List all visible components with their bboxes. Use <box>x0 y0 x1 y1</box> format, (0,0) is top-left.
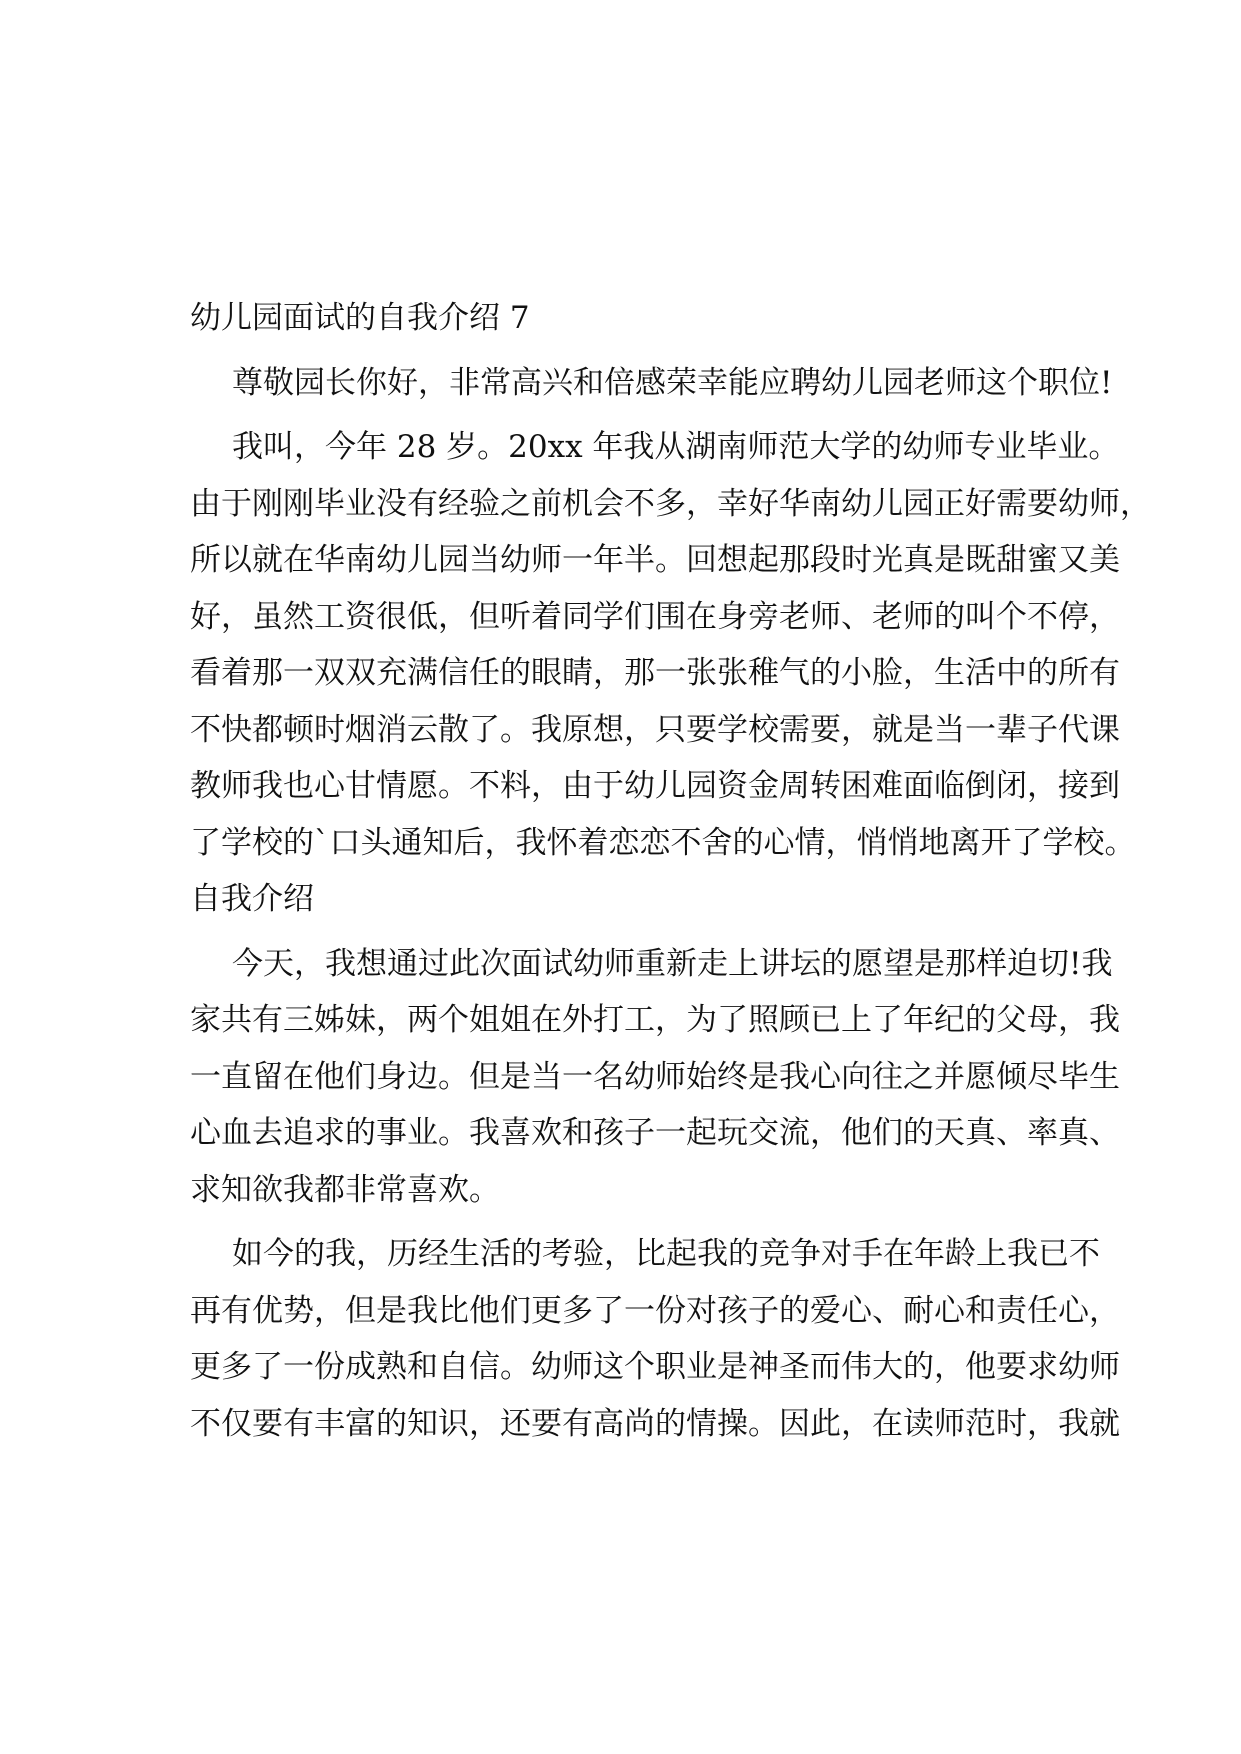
text-line: 尊敬园长你好，非常高兴和倍感荣幸能应聘幼儿园老师这个职位! <box>232 364 1113 401</box>
paragraph-4 <box>190 1226 1120 1452</box>
text-line: 今天，我想通过此次面试幼师重新走上讲坛的愿望是那样迫切!我 <box>232 945 1113 982</box>
text-line: 不仅要有丰富的知识，还要有高尚的情操。因此，在读师范时，我就 <box>190 1405 1120 1442</box>
text-line: 家共有三姊妹，两个姐姐在外打工，为了照顾已上了年纪的父母，我 <box>190 1002 1120 1038</box>
text-line: 所以就在华南幼儿园当幼师一年半。回想起那段时光真是既甜蜜又美 <box>190 542 1120 578</box>
text-line: 一直留在他们身边。但是当一名幼师始终是我心向往之并愿倾尽毕生 <box>190 1058 1120 1095</box>
text-line: 更多了一份成熟和自信。幼师这个职业是神圣而伟大的，他要求幼师 <box>190 1349 1120 1385</box>
text-line: 自我介绍 <box>190 881 314 917</box>
text-line: 好，虽然工资很低，但听着同学们围在身旁老师、老师的叫个不停， <box>190 598 1120 635</box>
text-line: 不快都顿时烟消云散了。我原想，只要学校需要，就是当一辈子代课 <box>190 711 1120 748</box>
document-body <box>190 290 1151 1452</box>
text-line: 再有优势，但是我比他们更多了一份对孩子的爱心、耐心和责任心， <box>190 1292 1120 1329</box>
paragraph-1 <box>190 355 1113 412</box>
text-line: 了学校的`口头通知后，我怀着恋恋不舍的心情，悄悄地离开了学校。 <box>190 824 1136 861</box>
text-line: 我叫，今年 28 岁。20xx 年我从湖南师范大学的幼师专业毕业。 <box>232 429 1120 465</box>
paragraph-2 <box>190 419 1151 928</box>
paragraph-3 <box>190 936 1120 1219</box>
text-line: 由于刚刚毕业没有经验之前机会不多，幸好华南幼儿园正好需要幼师， <box>190 485 1151 522</box>
text-line: 如今的我，历经生活的考验，比起我的竞争对手在年龄上我已不 <box>232 1236 1100 1272</box>
text-line: 心血去追求的事业。我喜欢和孩子一起玩交流，他们的天真、率真、 <box>190 1115 1120 1151</box>
document-title: 幼儿园面试的自我介绍 7 <box>190 300 530 336</box>
text-line: 看着那一双双充满信任的眼睛，那一张张稚气的小脸，生活中的所有 <box>190 655 1120 691</box>
text-line: 教师我也心甘情愿。不料，由于幼儿园资金周转困难面临倒闭，接到 <box>190 768 1120 804</box>
text-line: 求知欲我都非常喜欢。 <box>190 1171 500 1208</box>
